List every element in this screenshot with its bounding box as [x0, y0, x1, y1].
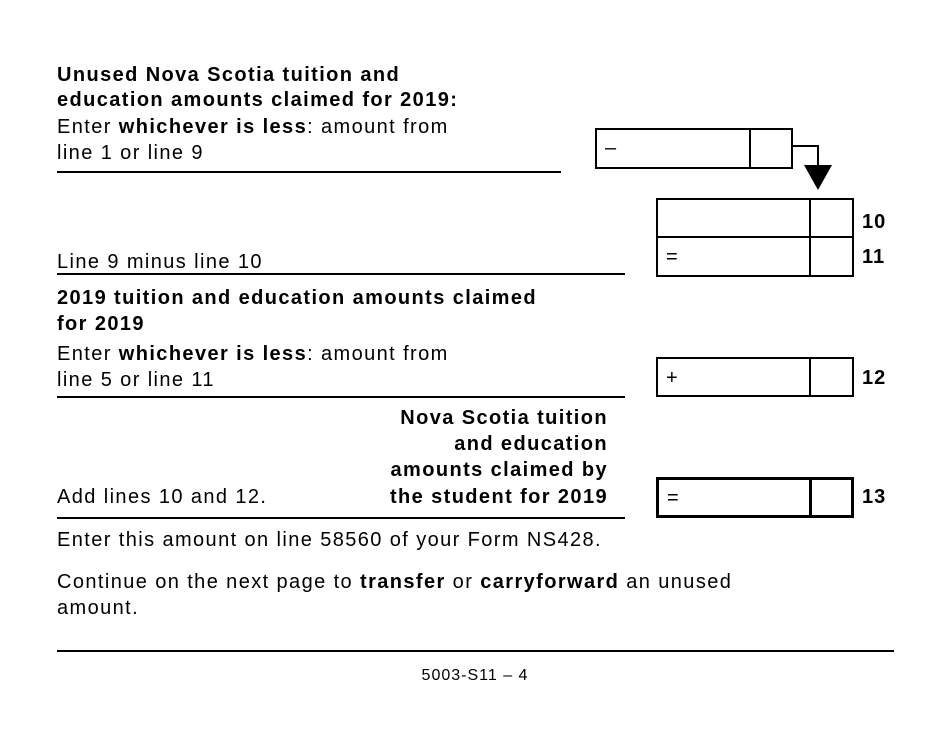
section1-instruction — [57, 115, 449, 139]
section1-instruction-2: line 1 or line 9 — [57, 142, 204, 164]
footer-divider — [57, 650, 894, 652]
amount-field-line9-or-1[interactable] — [595, 128, 793, 169]
line-number-10: 10 — [862, 211, 887, 233]
plus-sign: + — [666, 367, 678, 389]
divider — [57, 517, 625, 519]
instr-bold: whichever is less — [118, 343, 308, 365]
note-continue — [57, 570, 732, 594]
cents-divider — [809, 200, 811, 238]
instr-text: Enter — [57, 116, 119, 138]
note-text: or — [445, 571, 481, 593]
instr-text: Enter — [57, 343, 119, 365]
instr-text: : amount from — [307, 116, 449, 138]
line13-title: Nova Scotia tuition — [400, 407, 608, 429]
section2-heading-2: for 2019 — [57, 313, 145, 335]
page-number: 5003-S11 – 4 — [421, 667, 529, 684]
section2-instruction-2: line 5 or line 11 — [57, 369, 215, 391]
line13-title: amounts claimed by — [390, 459, 608, 481]
amount-field-line10[interactable] — [656, 198, 854, 238]
line13-title: and education — [454, 433, 608, 455]
line-number-13: 13 — [862, 486, 887, 508]
section2-heading: 2019 tuition and education amounts claimed — [57, 287, 537, 309]
cents-divider — [809, 480, 812, 515]
line13-title: the student for 2019 — [389, 486, 608, 508]
arrow-down-icon — [790, 140, 840, 195]
note-continue-2: amount. — [57, 597, 140, 619]
instr-text: : amount from — [307, 343, 449, 365]
divider — [57, 171, 561, 173]
section1-heading: Unused Nova Scotia tuition and — [57, 64, 401, 86]
cents-divider — [749, 130, 751, 167]
note-bold: carryforward — [480, 571, 620, 593]
section2-instruction — [57, 342, 449, 366]
equals-sign: = — [666, 246, 678, 268]
cents-divider — [809, 238, 811, 275]
line13-label: Add lines 10 and 12. — [57, 486, 268, 508]
note-text: Continue on the next page to — [57, 571, 361, 593]
line-number-11: 11 — [862, 246, 886, 268]
amount-field-line13[interactable] — [656, 477, 854, 518]
cents-divider — [809, 359, 811, 395]
line11-label: Line 9 minus line 10 — [57, 251, 263, 273]
note-text: an unused — [619, 571, 733, 593]
section1-heading-2: education amounts claimed for 2019: — [57, 89, 459, 111]
minus-sign: – — [605, 137, 617, 159]
note-enter-amount: Enter this amount on line 58560 of your Form NS428. — [57, 529, 602, 551]
amount-field-line11[interactable] — [656, 236, 854, 277]
amount-field-line12[interactable] — [656, 357, 854, 397]
line-number-12: 12 — [862, 367, 887, 389]
divider — [57, 396, 625, 398]
note-bold: transfer — [360, 571, 446, 593]
divider — [57, 273, 625, 275]
equals-sign: = — [667, 487, 679, 509]
instr-bold: whichever is less — [118, 116, 308, 138]
